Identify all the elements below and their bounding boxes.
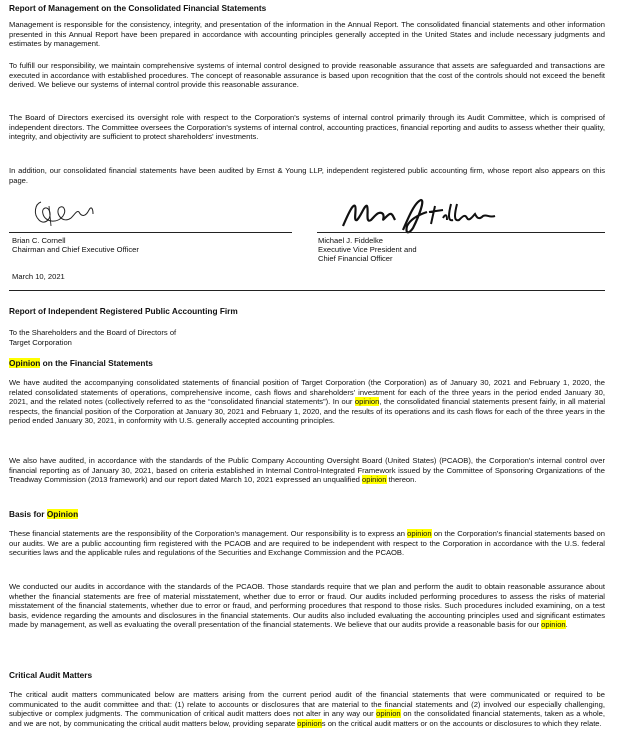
- addressee: To the Shareholders and the Board of Directors of Target Corporation: [9, 328, 177, 347]
- signer-2-block: [318, 236, 417, 264]
- management-report-title: Report of Management on the Consolidated Financial Statements: [9, 3, 267, 13]
- basis-paragraph-1: These financial statements are the responsibility of the Corporation's management. Our responsibility is to express an opinion on the Corporation's financial statements based on our audits. We are a public accounting firm registered with the PCAOB and are required to be independent with respect to the Corporation in accordance with the U.S. federal securities laws and the applicable rules and regulations of the Securities and Exchange Commission and the PCAOB.: [9, 529, 605, 558]
- signer-1-title: Chairman and Chief Executive Officer: [12, 245, 139, 255]
- signer-2-title-line-1: Executive Vice President and: [318, 245, 417, 255]
- auditor-report-title: Report of Independent Registered Public Accounting Firm: [9, 306, 238, 316]
- fiddelke-signature: [339, 196, 509, 236]
- opinion-heading: Opinion on the Financial Statements: [9, 358, 153, 368]
- critical-audit-matters-paragraph: The critical audit matters communicated below are matters arising from the current period audit of the financial statements that were communicated or required to be communicated to the audit committee and that: (1) relate to accounts or disclosures that are material to the financial statements and (2) involved our especially challenging, subjective or complex judgments. The communication of critical audit matters does not alter in any way our opinion on the consolidated financial statements, taken as a whole, and we are not, by communicating the critical audit matters below, providing separate opinions on the critical audit matters or on the accounts or disclosures to which they relate.: [9, 690, 606, 728]
- signature-line-2: [317, 232, 605, 233]
- management-paragraph-3: The Board of Directors exercised its oversight role with respect to the Corporation's systems of internal control primarily through its Audit Committee, which is comprised of independent directors. The Committee oversees the Corporation's systems of internal control, accounting practices, financial reporting and audits to assess whether their quality, integrity, and objectivity are sufficient to protect shareholders' investments.: [9, 113, 605, 142]
- section-divider: [9, 290, 605, 291]
- management-paragraph-1: Management is responsible for the consistency, integrity, and presentation of the information in the Annual Report. The consolidated financial statements and other information presented in this Annual Report have been prepared in accordance with accounting principles generally accepted in the United States and include necessary judgments and estimates by management.: [9, 20, 605, 49]
- management-report-date: March 10, 2021: [12, 272, 65, 281]
- cornell-signature: [27, 196, 107, 230]
- critical-audit-matters-heading: Critical Audit Matters: [9, 670, 93, 680]
- signer-2-title-line-2: Chief Financial Officer: [318, 254, 393, 264]
- basis-paragraph-2: We conducted our audits in accordance with the standards of the PCAOB. Those standards require that we plan and perform the audit to obtain reasonable assurance about whether the financial statements are free of material misstatement, whether due to error or fraud. Our audits included performing procedures to assess the risks of material misstatement of the financial statements, whether due to error or fraud, and performing procedures that respond to those risks. Such procedures included examining, on a test basis, evidence regarding the amounts and disclosures in the financial statements. Our audits also included evaluating the accounting principles used and significant estimates made by management, as well as evaluating the overall presentation of the financial statements. We believe that our audits provide a reasonable basis for our opinion.: [9, 582, 605, 630]
- opinion-paragraph-2: We also have audited, in accordance with the standards of the Public Company Accounting Oversight Board (United States) (PCAOB), the Corporation's internal control over financial reporting as of January 30, 2021, based on criteria established in Internal Control-Integrated Framework issued by the Committee of Sponsoring Organizations of the Treadway Commission (2013 framework) and our report dated March 10, 2021 expressed an unqualified opinion thereon.: [9, 456, 605, 485]
- management-paragraph-2: To fulfill our responsibility, we maintain comprehensive systems of internal control designed to provide reasonable assurance that assets are safeguarded and transactions are executed in accordance with established procedures. The concept of reasonable assurance is based upon recognition that the cost of the controls should not exceed the benefit derived. We believe our systems of internal control provide this reasonable assurance.: [9, 61, 605, 90]
- management-paragraph-4: In addition, our consolidated financial statements have been audited by Ernst & Young LLP, independent registered public accounting firm, whose report also appears on this page.: [9, 166, 605, 185]
- signature-line-1: [9, 232, 292, 233]
- signer-1-block: [12, 236, 139, 254]
- basis-for-opinion-heading: Basis for Opinion: [9, 509, 79, 519]
- opinion-paragraph-1: We have audited the accompanying consolidated statements of financial position of Target Corporation (the Corporation) as of January 30, 2021 and February 1, 2020, the related consolidated statements of operations, comprehensive income, cash flows and shareholders' investment for each of the three years in the period ended January 30, 2021, and the related notes (collectively referred to as the “consolidated financial statements”). In our opinion, the consolidated financial statements present fairly, in all material respects, the financial position of the Corporation at January 30, 2021 and February 1, 2020, and the results of its operations and its cash flows for each of the three years in the period ended January 30, 2021, in conformity with U.S. generally accepted accounting principles.: [9, 378, 606, 426]
- signer-2-name: Michael J. Fiddelke: [318, 236, 383, 245]
- signer-1-name: Brian C. Cornell: [12, 236, 66, 245]
